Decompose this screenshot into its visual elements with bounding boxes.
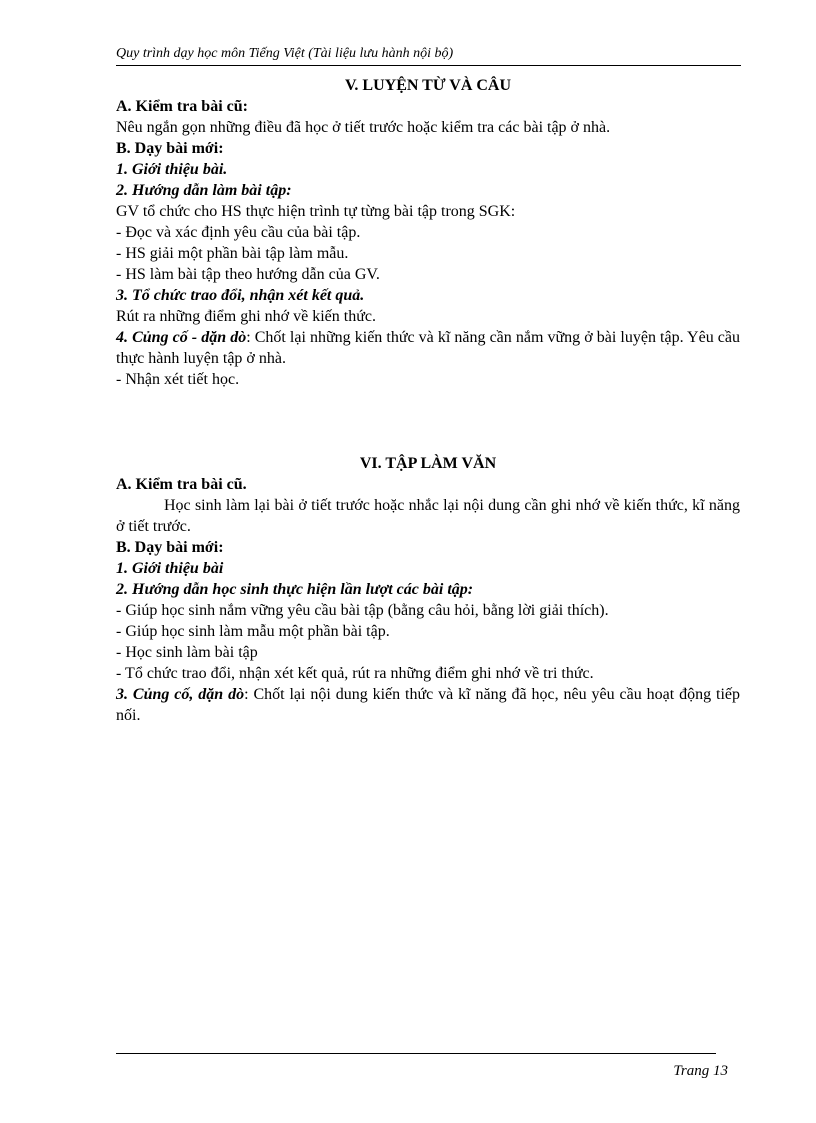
subheading-cung-co-dan-do: 4. Củng cố - dặn dò — [116, 329, 247, 346]
subheading-to-chuc-trao-doi: 3. Tổ chức trao đổi, nhận xét kết quả. — [116, 287, 365, 304]
list-item: - Giúp học sinh nắm vững yêu cầu bài tập (bằng câu hỏi, bằng lời giải thích). — [116, 602, 609, 619]
list-item: - Học sinh làm bài tập — [116, 644, 258, 661]
subheading-cung-co-dan-do: 3. Củng cố, dặn dò — [116, 686, 245, 703]
heading-day-bai-moi: B. Dạy bài mới: — [116, 140, 224, 157]
page-number: Trang 13 — [673, 1063, 728, 1079]
list-item: - Đọc và xác định yêu cầu của bài tập. — [116, 224, 361, 241]
running-header: Quy trình dạy học môn Tiếng Việt (Tài liệu lưu hành nội bộ) — [116, 45, 741, 66]
list-item: - HS làm bài tập theo hướng dẫn của GV. — [116, 266, 380, 283]
heading-kiem-tra-bai-cu: A. Kiểm tra bài cũ: — [116, 98, 248, 115]
document-body — [116, 75, 740, 726]
heading-day-bai-moi: B. Dạy bài mới: — [116, 539, 224, 556]
section-title-tap-lam-van: VI. TẬP LÀM VĂN — [359, 455, 497, 472]
section-title-luyen-tu-va-cau: V. LUYỆN TỪ VÀ CÂU — [344, 77, 512, 94]
paragraph-cung-co-text: : Chốt lại những kiến thức và kĩ năng cần nắm vững ở bài luyện tập. Yêu cầu thực hành luyện tập ở nhà. — [116, 329, 740, 367]
subheading-gioi-thieu-bai: 1. Giới thiệu bài. — [116, 161, 228, 178]
heading-kiem-tra-bai-cu: A. Kiểm tra bài cũ. — [116, 476, 247, 493]
subheading-gioi-thieu-bai: 1. Giới thiệu bài — [116, 560, 224, 577]
footer-divider — [116, 1053, 716, 1054]
section-spacer — [116, 390, 740, 453]
list-item: - Nhận xét tiết học. — [116, 371, 240, 388]
paragraph-kiem-tra: Học sinh làm lại bài ở tiết trước hoặc nhắc lại nội dung cần ghi nhớ về kiến thức, kĩ năng ở tiết trước. — [116, 497, 740, 535]
paragraph-cung-co — [116, 327, 740, 369]
paragraph-cung-co — [116, 684, 740, 726]
list-item: - Giúp học sinh làm mẫu một phần bài tập. — [116, 623, 390, 640]
paragraph-rut-ra: Rút ra những điểm ghi nhớ về kiến thức. — [116, 308, 376, 325]
paragraph-kiem-tra: Nêu ngắn gọn những điều đã học ở tiết trước hoặc kiểm tra các bài tập ở nhà. — [116, 119, 611, 136]
subheading-huong-dan-lam-bai-tap: 2. Hướng dẫn làm bài tập: — [116, 182, 292, 199]
paragraph-huong-dan: GV tổ chức cho HS thực hiện trình tự từng bài tập trong SGK: — [116, 203, 516, 220]
list-item: - Tổ chức trao đổi, nhận xét kết quả, rút ra những điểm ghi nhớ về tri thức. — [116, 665, 594, 682]
subheading-huong-dan-hoc-sinh: 2. Hướng dẫn học sinh thực hiện lần lượt các bài tập: — [116, 581, 474, 598]
list-item: - HS giải một phần bài tập làm mẫu. — [116, 245, 349, 262]
paragraph-cung-co-text: : Chốt lại nội dung kiến thức và kĩ năng đã học, nêu yêu cầu hoạt động tiếp nối. — [116, 686, 741, 724]
